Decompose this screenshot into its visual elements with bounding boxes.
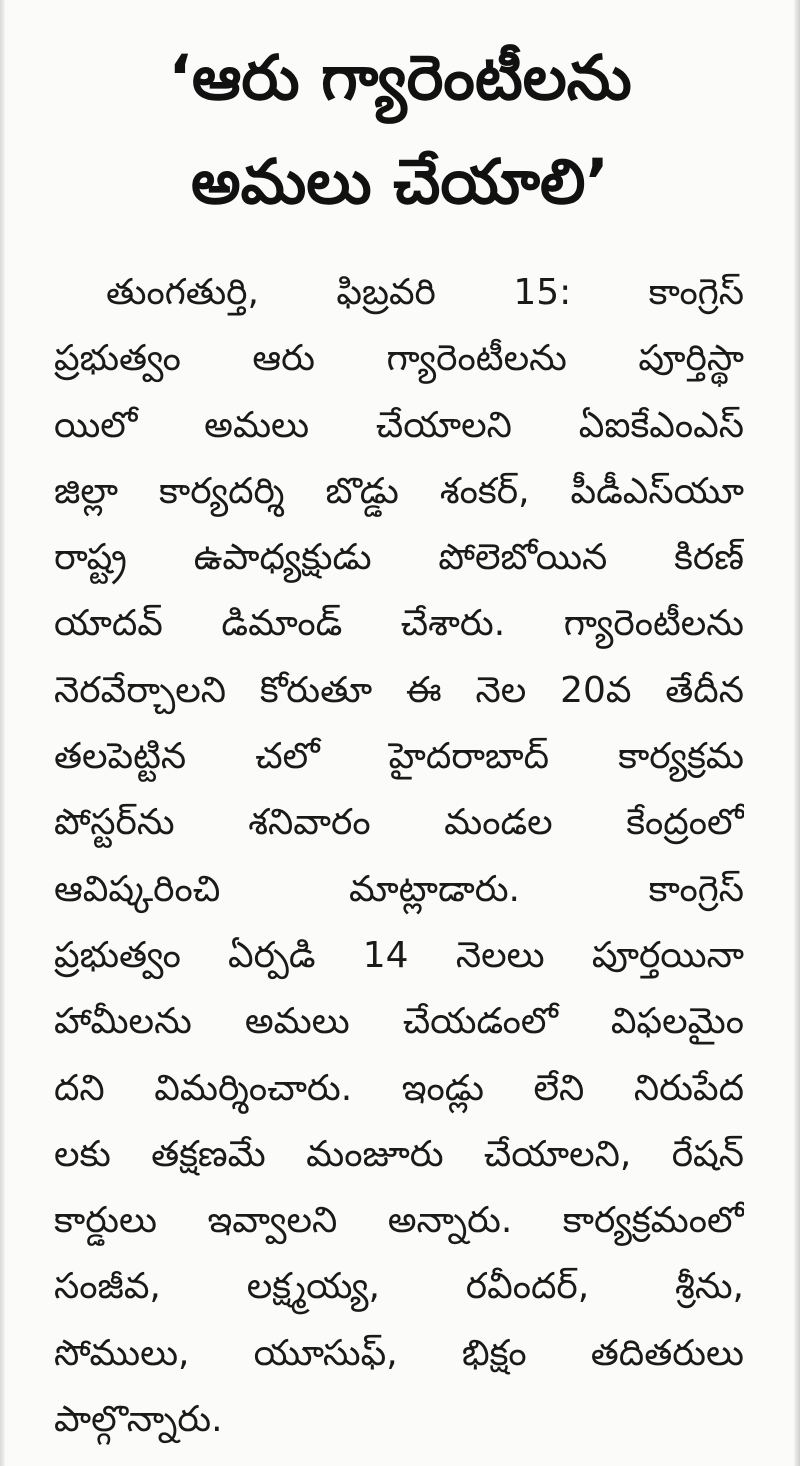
body-line: దని విమర్శించారు. ఇండ్లు లేని నిరుపేద: [54, 1067, 744, 1109]
body-line: పోస్టర్‌ను శనివారం మండల కేంద్రంలో: [54, 802, 744, 844]
body-line: తలపెట్టిన చలో హైదరాబాద్ కార్యక్రమ: [54, 736, 744, 778]
article-headline: [40, 26, 760, 234]
body-line: రాష్ట్ర ఉపాధ్యక్షుడు పోలెబోయిన కిరణ్: [54, 537, 744, 579]
body-line: కార్డులు ఇవ్వాలని అన్నారు. కార్యక్రమంలో: [54, 1200, 744, 1242]
body-line: హామీలను అమలు చేయడంలో విఫలమైం: [54, 1001, 744, 1043]
body-line: యిలో అమలు చేయాలని ఏఐకేఎంఎస్: [54, 404, 744, 446]
body-line: ప్రభుత్వం ఆరు గ్యారెంటీలను పూర్తిస్థా: [54, 338, 744, 380]
body-line: తుంగతుర్తి, ఫిబ్రవరి 15: కాంగ్రెస్: [106, 272, 744, 313]
scan-edge-right: [794, 0, 800, 1466]
headline-line: అమలు చేయాలి’: [191, 145, 609, 218]
article-body: [54, 260, 744, 1453]
body-line: యాదవ్ డిమాండ్ చేశారు. గ్యారెంటీలను: [54, 603, 744, 645]
scan-edge-left: [0, 0, 5, 1466]
body-line: జిల్లా కార్యదర్శి బొడ్డు శంకర్, పీడీఎస్‌యూ: [54, 470, 744, 512]
body-line: లకు తక్షణమే మంజూరు చేయాలని, రేషన్: [54, 1133, 744, 1175]
body-line: సోములు, యూసుఫ్, భిక్షం తదితరులు: [54, 1332, 744, 1374]
body-line: నెరవేర్చాలని కోరుతూ ఈ నెల 20వ తేదీన: [54, 669, 744, 711]
headline-line: ‘ఆరు గ్యారెంటీలను: [168, 41, 632, 114]
body-line: ఆవిష్కరించి మాట్లాడారు. కాంగ్రెస్: [54, 868, 744, 910]
body-line: ప్రభుత్వం ఏర్పడి 14 నెలలు పూర్తయినా: [54, 934, 744, 976]
body-line: పాల్గొన్నారు.: [54, 1399, 223, 1441]
body-line: సంజీవ, లక్ష్మయ్య, రవీందర్, శ్రీను,: [54, 1266, 744, 1308]
